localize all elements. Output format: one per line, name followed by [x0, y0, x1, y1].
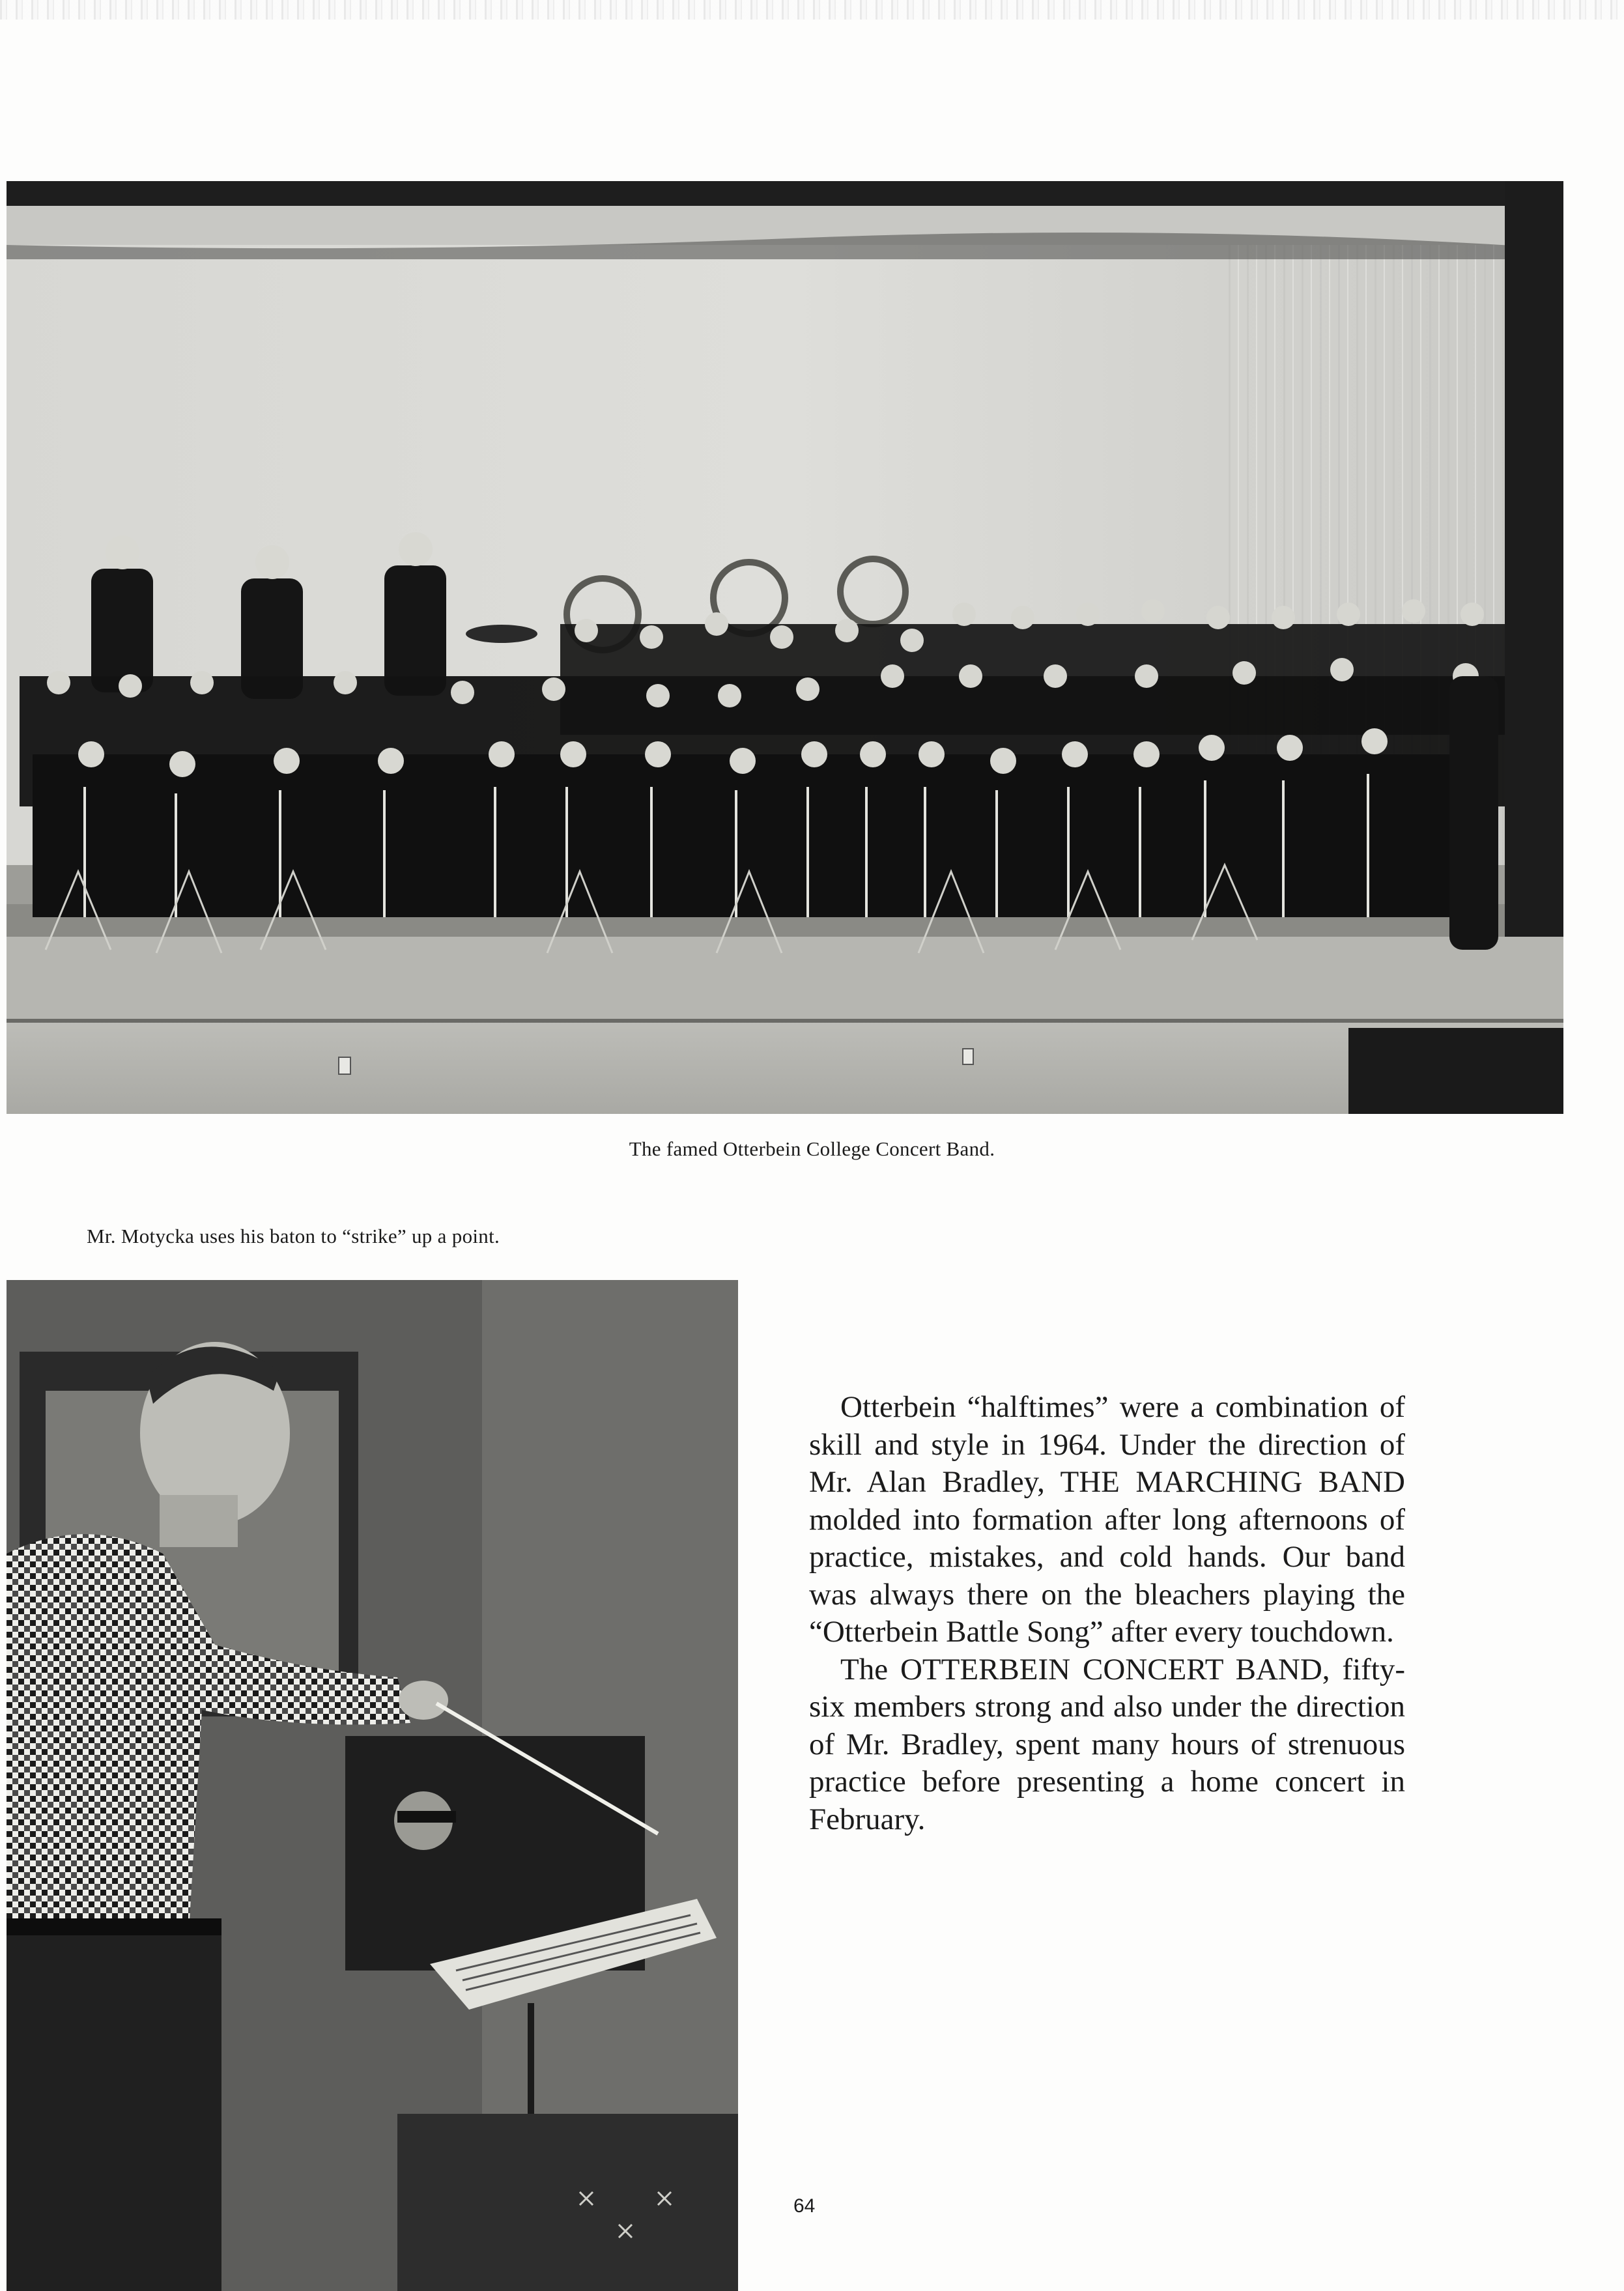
article-body: [809, 1389, 1405, 1838]
article-paragraph-1: Otterbein “halftimes” were a combination of skill and style in 1964. Under the direction of Mr. Alan Bradley, THE MARCHING BAND molded into formation after long afternoons of practice, mistakes, and cold hands. Our band was always there on the bleachers playing the “Otterbein Battle Song” after every touchdown.: [809, 1390, 1405, 1649]
conductor-photo-caption: Mr. Motycka uses his baton to “strike” up a point.: [87, 1225, 500, 1247]
page-number: 64: [793, 2195, 816, 2217]
conductor-photo: [7, 1280, 738, 2291]
article-paragraph-2: The OTTERBEIN CONCERT BAND, fifty-six members strong and also under the direction of Mr. Bradley, spent many hours of strenuous practice before presenting a home concert in February.: [809, 1652, 1405, 1836]
concert-band-photo: [7, 181, 1563, 1114]
scan-edge: [0, 0, 1624, 20]
band-photo-caption: The famed Otterbein College Concert Band.: [629, 1137, 995, 1160]
